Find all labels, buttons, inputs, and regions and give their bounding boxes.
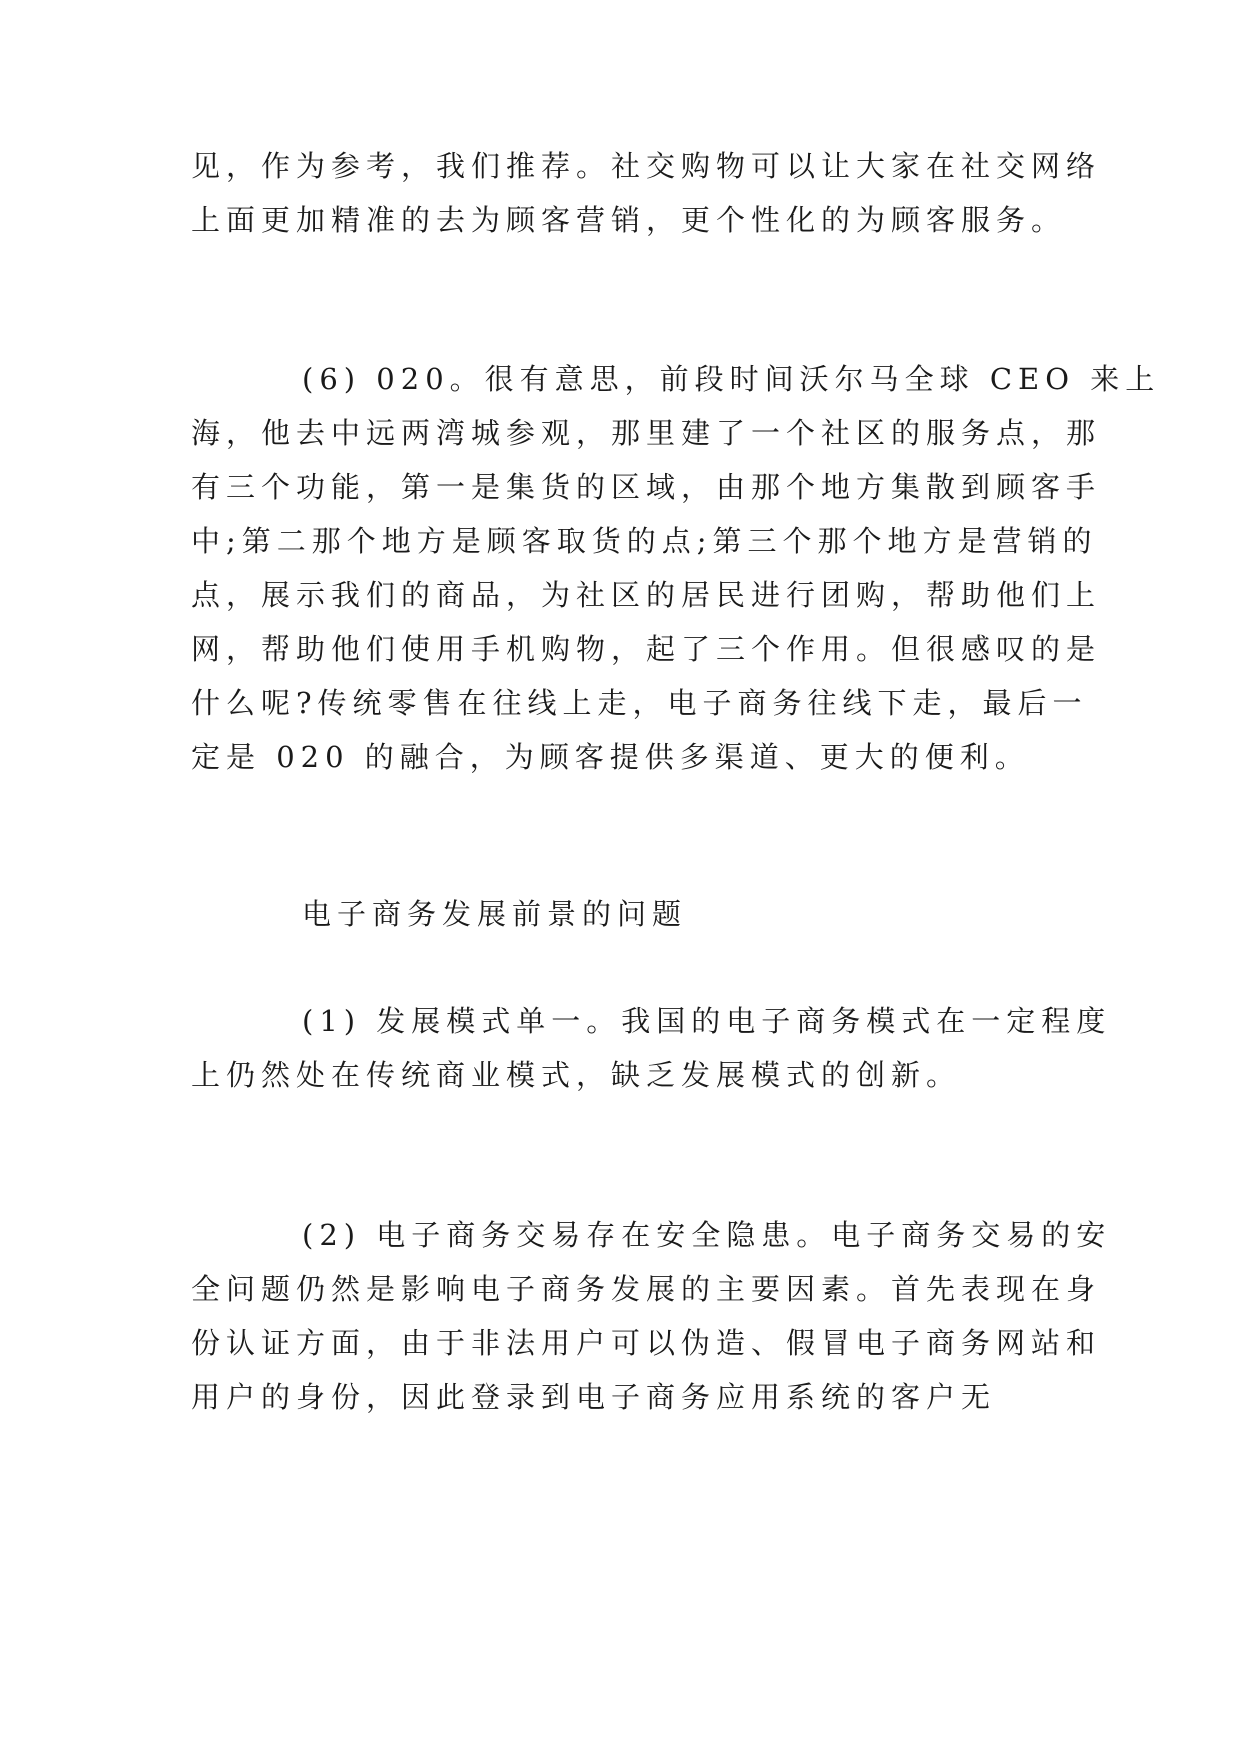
- paragraph-3-line-1: (1) 发展模式单一。我国的电子商务模式在一定程度: [302, 1004, 1112, 1038]
- paragraph-2-line-3: 有三个功能，第一是集货的区域，由那个地方集散到顾客手: [191, 470, 1102, 504]
- section-heading: 电子商务发展前景的问题: [302, 897, 688, 931]
- paragraph-3-line-2: 上仍然处在传统商业模式，缺乏发展模式的创新。: [191, 1058, 962, 1092]
- paragraph-2-line-4: 中;第二那个地方是顾客取货的点;第三个那个地方是营销的: [191, 524, 1098, 558]
- paragraph-2-line-1: (6) 020。很有意思，前段时间沃尔马全球 CEO 来上: [302, 362, 1161, 396]
- paragraph-2-line-7: 什么呢?传统零售在往线上走，电子商务往线下走，最后一: [191, 686, 1088, 720]
- paragraph-4-line-3: 份认证方面，由于非法用户可以伪造、假冒电子商务网站和: [191, 1326, 1102, 1360]
- paragraph-2-line-8: 定是 020 的融合，为顾客提供多渠道、更大的便利。: [191, 740, 1030, 774]
- paragraph-2-line-2: 海，他去中远两湾城参观，那里建了一个社区的服务点，那: [191, 416, 1102, 450]
- paragraph-4-line-1: (2) 电子商务交易存在安全隐患。电子商务交易的安: [302, 1218, 1112, 1252]
- paragraph-4-line-2: 全问题仍然是影响电子商务发展的主要因素。首先表现在身: [191, 1272, 1102, 1306]
- paragraph-2-line-5: 点，展示我们的商品，为社区的居民进行团购，帮助他们上: [191, 578, 1102, 612]
- paragraph-1-line-2: 上面更加精准的去为顾客营销，更个性化的为顾客服务。: [191, 203, 1067, 237]
- paragraph-4-line-4: 用户的身份，因此登录到电子商务应用系统的客户无: [191, 1380, 997, 1414]
- paragraph-1-line-1: 见，作为参考，我们推荐。社交购物可以让大家在社交网络: [191, 149, 1102, 183]
- paragraph-2-line-6: 网，帮助他们使用手机购物，起了三个作用。但很感叹的是: [191, 632, 1102, 666]
